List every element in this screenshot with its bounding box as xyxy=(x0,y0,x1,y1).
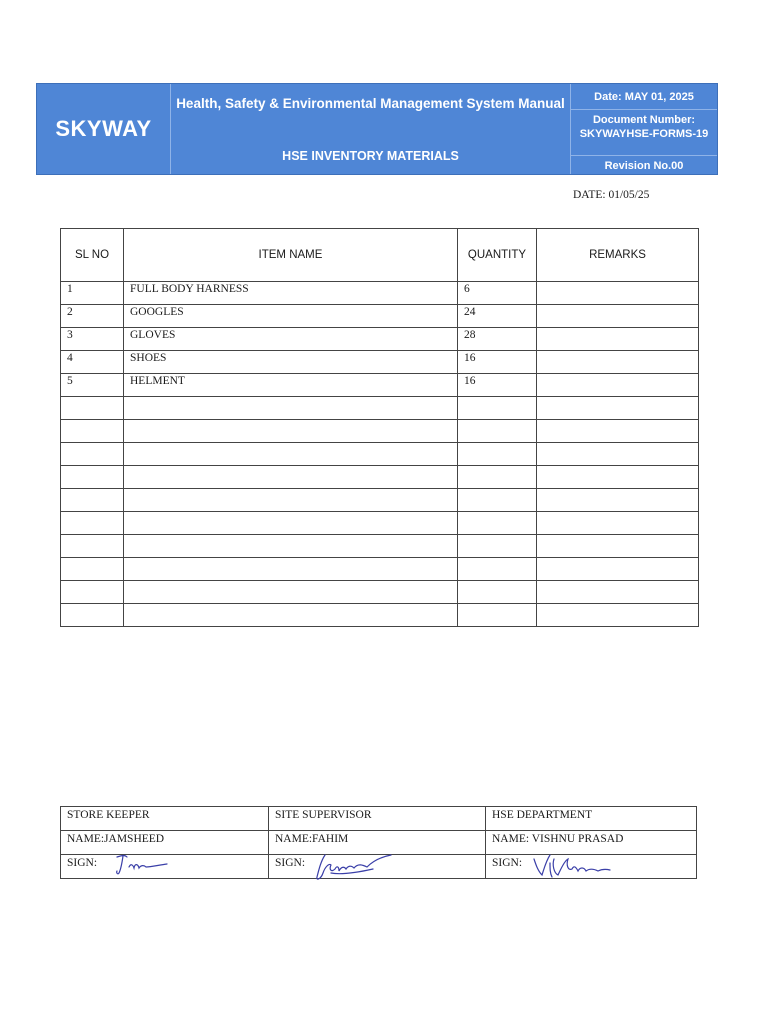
table-row-empty xyxy=(61,558,699,581)
cell-remarks xyxy=(537,351,699,374)
cell-quantity xyxy=(458,535,537,558)
cell-sl-no: 4 xyxy=(61,351,124,374)
site-supervisor-sign-cell xyxy=(269,855,486,879)
store-keeper-role: STORE KEEPER xyxy=(61,807,269,831)
cell-remarks xyxy=(537,282,699,305)
site-supervisor-role: SITE SUPERVISOR xyxy=(269,807,486,831)
cell-sl-no: 1 xyxy=(61,282,124,305)
cell-remarks xyxy=(537,374,699,397)
cell-remarks xyxy=(537,420,699,443)
cell-quantity xyxy=(458,558,537,581)
revision-number: Revision No.00 xyxy=(604,160,684,172)
signature-sign-row xyxy=(61,855,697,879)
cell-quantity xyxy=(458,512,537,535)
table-row-empty xyxy=(61,581,699,604)
site-supervisor-sign-label: SIGN: xyxy=(275,857,306,869)
table-row-empty xyxy=(61,535,699,558)
signature-role-row xyxy=(61,807,697,831)
cell-item-name: SHOES xyxy=(124,351,458,374)
hse-department-role: HSE DEPARTMENT xyxy=(486,807,697,831)
cell-item-name: GOOGLES xyxy=(124,305,458,328)
cell-sl-no xyxy=(61,558,124,581)
table-row xyxy=(61,374,699,397)
cell-quantity xyxy=(458,443,537,466)
cell-sl-no xyxy=(61,489,124,512)
cell-remarks xyxy=(537,397,699,420)
cell-sl-no: 5 xyxy=(61,374,124,397)
cell-quantity xyxy=(458,604,537,627)
table-row xyxy=(61,351,699,374)
store-keeper-signature xyxy=(113,851,173,877)
table-row-empty xyxy=(61,604,699,627)
manual-title: Health, Safety & Environmental Management System Manual xyxy=(176,96,565,111)
cell-item-name xyxy=(124,604,458,627)
cell-sl-no xyxy=(61,466,124,489)
cell-item-name: FULL BODY HARNESS xyxy=(124,282,458,305)
table-row-empty xyxy=(61,466,699,489)
cell-sl-no xyxy=(61,604,124,627)
cell-remarks xyxy=(537,535,699,558)
cell-quantity: 16 xyxy=(458,351,537,374)
table-row xyxy=(61,305,699,328)
header-title-block xyxy=(171,84,571,174)
cell-item-name xyxy=(124,581,458,604)
company-logo: SKYWAY xyxy=(37,84,171,174)
signature-table xyxy=(60,806,697,879)
cell-item-name xyxy=(124,397,458,420)
cell-sl-no: 2 xyxy=(61,305,124,328)
cell-quantity: 6 xyxy=(458,282,537,305)
cell-item-name xyxy=(124,489,458,512)
store-keeper-sign-label: SIGN: xyxy=(67,857,98,869)
hse-department-name: NAME: VISHNU PRASAD xyxy=(486,831,697,855)
cell-quantity xyxy=(458,489,537,512)
cell-remarks xyxy=(537,489,699,512)
document-number: SKYWAYHSE-FORMS-19 xyxy=(579,128,709,140)
table-row-empty xyxy=(61,512,699,535)
cell-sl-no xyxy=(61,535,124,558)
cell-quantity xyxy=(458,466,537,489)
document-number-label: Document Number: xyxy=(592,114,696,126)
cell-sl-no xyxy=(61,397,124,420)
cell-remarks xyxy=(537,466,699,489)
cell-quantity: 28 xyxy=(458,328,537,351)
form-date: DATE: 01/05/25 xyxy=(573,189,650,201)
cell-item-name xyxy=(124,420,458,443)
cell-item-name: GLOVES xyxy=(124,328,458,351)
column-header-item-name: ITEM NAME xyxy=(124,229,458,282)
hse-department-signature xyxy=(528,851,612,881)
cell-quantity xyxy=(458,581,537,604)
site-supervisor-name: NAME:FAHIM xyxy=(269,831,486,855)
column-header-remarks: REMARKS xyxy=(537,229,699,282)
document-header xyxy=(36,83,718,175)
table-row xyxy=(61,328,699,351)
cell-remarks xyxy=(537,581,699,604)
header-meta-block xyxy=(571,84,717,174)
cell-item-name xyxy=(124,535,458,558)
table-row xyxy=(61,282,699,305)
hse-department-sign-label: SIGN: xyxy=(492,857,523,869)
column-header-quantity: QUANTITY xyxy=(458,229,537,282)
cell-remarks xyxy=(537,305,699,328)
store-keeper-sign-cell xyxy=(61,855,269,879)
column-header-sl-no: SL NO xyxy=(61,229,124,282)
cell-item-name xyxy=(124,558,458,581)
table-row-empty xyxy=(61,397,699,420)
store-keeper-name: NAME:JAMSHEED xyxy=(61,831,269,855)
cell-remarks xyxy=(537,512,699,535)
header-date: Date: MAY 01, 2025 xyxy=(571,84,717,110)
document-number-cell xyxy=(571,110,717,156)
cell-remarks xyxy=(537,604,699,627)
cell-item-name xyxy=(124,466,458,489)
cell-quantity xyxy=(458,420,537,443)
cell-item-name xyxy=(124,443,458,466)
cell-quantity xyxy=(458,397,537,420)
site-supervisor-signature xyxy=(311,851,397,883)
cell-sl-no xyxy=(61,420,124,443)
inventory-table xyxy=(60,228,699,627)
form-title: HSE INVENTORY MATERIALS xyxy=(282,149,459,163)
cell-quantity: 16 xyxy=(458,374,537,397)
table-row-empty xyxy=(61,489,699,512)
cell-remarks xyxy=(537,443,699,466)
cell-sl-no: 3 xyxy=(61,328,124,351)
table-row-empty xyxy=(61,443,699,466)
hse-department-sign-cell xyxy=(486,855,697,879)
cell-sl-no xyxy=(61,443,124,466)
cell-remarks xyxy=(537,558,699,581)
cell-sl-no xyxy=(61,512,124,535)
cell-remarks xyxy=(537,328,699,351)
table-header-row xyxy=(61,229,699,282)
cell-quantity: 24 xyxy=(458,305,537,328)
cell-sl-no xyxy=(61,581,124,604)
inventory-table-body xyxy=(61,282,699,627)
cell-item-name xyxy=(124,512,458,535)
table-row-empty xyxy=(61,420,699,443)
cell-item-name: HELMENT xyxy=(124,374,458,397)
